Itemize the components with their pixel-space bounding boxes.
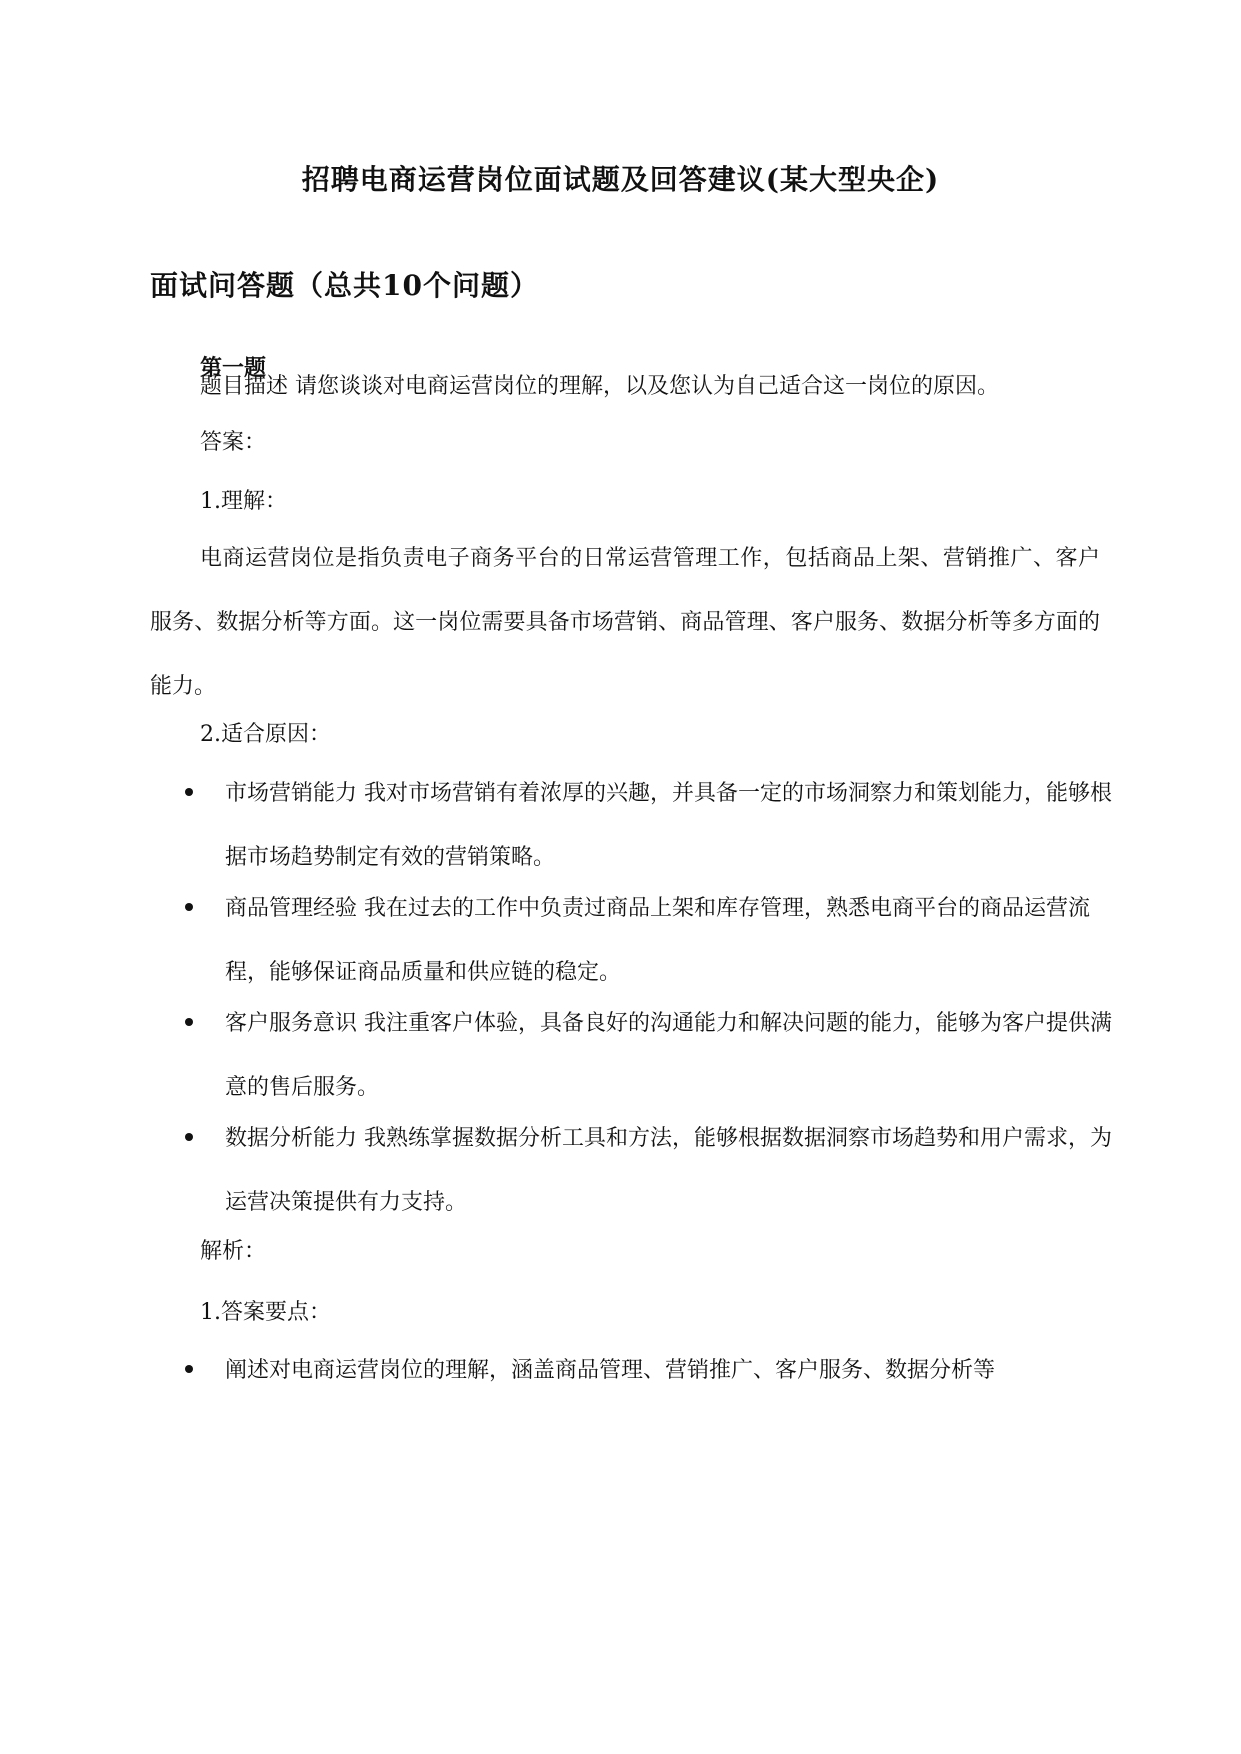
key-points-heading: 1.答案要点： (200, 1300, 331, 1325)
list-item-text: 数据分析能力 我熟练掌握数据分析工具和方法，能够根据数据洞察市场趋势和用户需求，为运营决策提供有力支持。 (225, 1126, 1112, 1215)
list-item-text: 市场营销能力 我对市场营销有着浓厚的兴趣，并具备一定的市场洞察力和策划能力，能够根据市场趋势制定有效的营销策略。 (225, 781, 1112, 870)
reasons-heading: 2.适合原因： (200, 722, 331, 747)
list-item-text: 商品管理经验 我在过去的工作中负责过商品上架和库存管理，熟悉电商平台的商品运营流程，能够保证商品质量和供应链的稳定。 (225, 896, 1090, 985)
bullet-icon (185, 788, 193, 796)
bullet-icon (185, 903, 193, 911)
bullet-icon (185, 1018, 193, 1026)
answer-label: 答案： (200, 430, 267, 455)
analysis-label: 解析： (200, 1239, 267, 1264)
question-title: 第一题 (200, 355, 267, 381)
section-title: 面试问答题（总共10个问题） (150, 269, 539, 302)
understanding-paragraph: 电商运营岗位是指负责电子商务平台的日常运营管理工作，包括商品上架、营销推广、客户服务、数据分析等方面。这一岗位需要具备市场营销、商品管理、客户服务、数据分析等多方面的能力。 (150, 546, 1100, 699)
document-title: 招聘电商运营岗位面试题及回答建议(某大型央企) (301, 163, 940, 196)
question-description: 题目描述 请您谈谈对电商运营岗位的理解，以及您认为自己适合这一岗位的原因。 (200, 374, 999, 399)
understanding-heading: 1.理解： (200, 489, 287, 514)
bullet-icon (185, 1133, 193, 1141)
bullet-icon (185, 1365, 193, 1373)
list-item-text: 阐述对电商运营岗位的理解，涵盖商品管理、营销推广、客户服务、数据分析等 (225, 1358, 996, 1383)
list-item-text: 客户服务意识 我注重客户体验，具备良好的沟通能力和解决问题的能力，能够为客户提供满意的售后服务。 (225, 1011, 1112, 1100)
